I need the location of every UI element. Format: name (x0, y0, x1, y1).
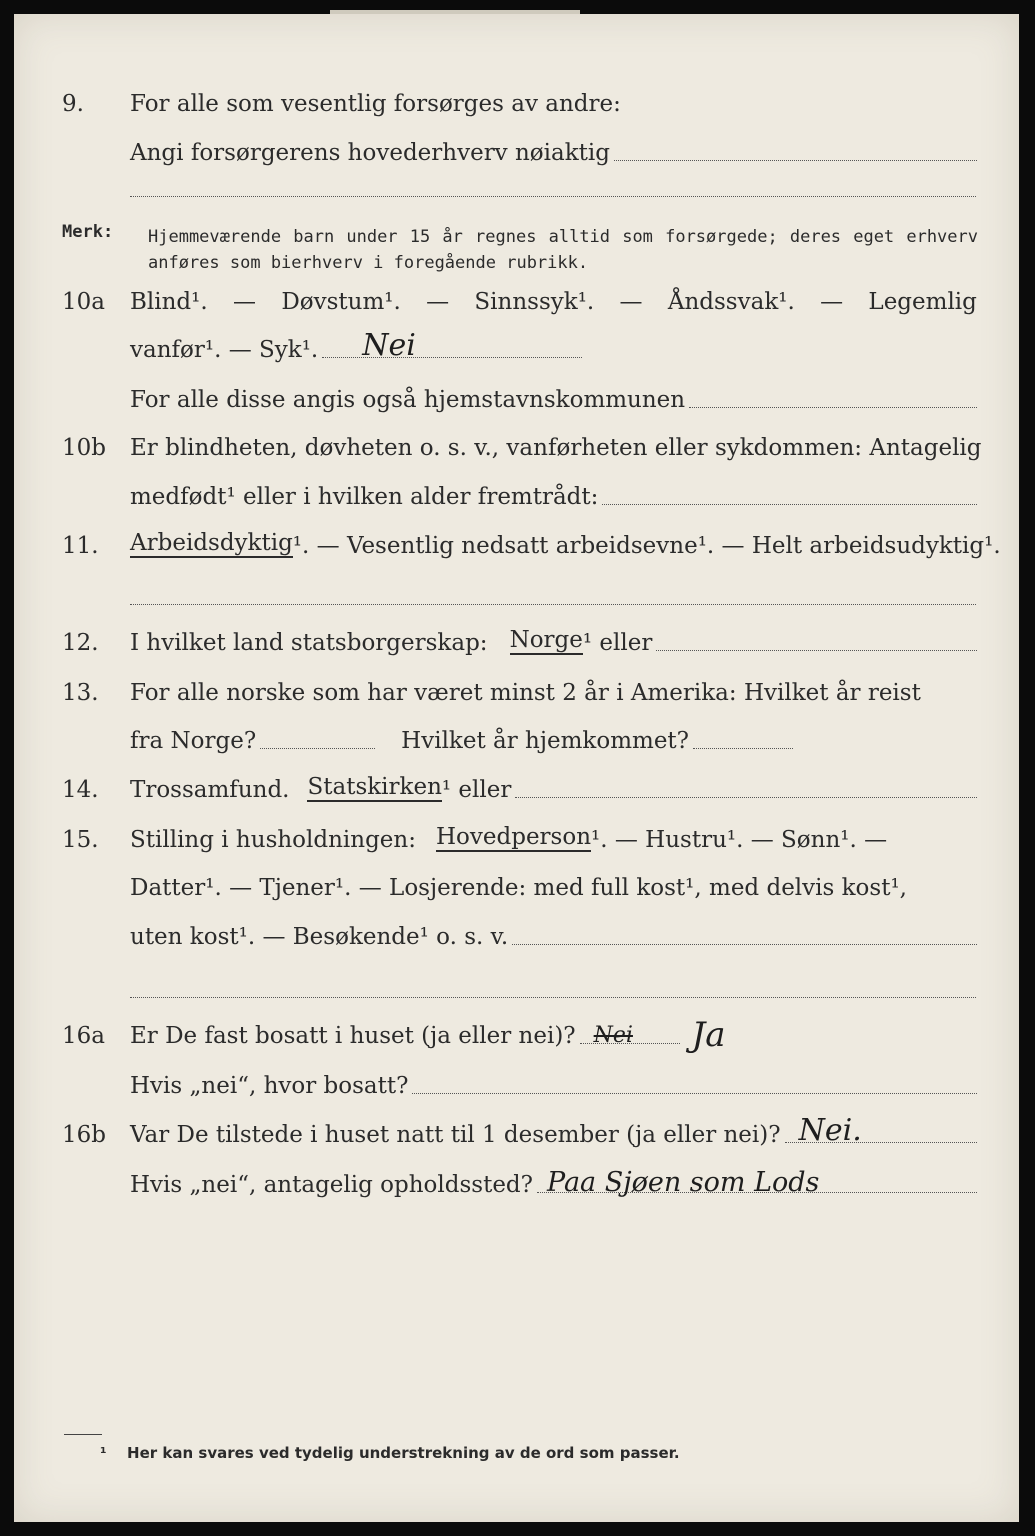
footnote-rule (64, 1434, 102, 1435)
q10a-options (130, 291, 977, 314)
q10a-row-2 (0, 330, 1035, 370)
q10a-row-1 (0, 282, 1035, 322)
q10a-answer-line[interactable] (322, 328, 582, 363)
q13-text-2b: Hvilket år hjemkommet? (401, 728, 690, 754)
q11-row (0, 526, 1035, 566)
q14-pre: Trossamfund. (130, 777, 290, 803)
q9-answer-line[interactable] (614, 160, 977, 161)
footnote-mark: ¹ (100, 1444, 107, 1462)
q15-row-3 (0, 917, 1035, 957)
q10b-row-1 (0, 428, 1035, 468)
q16b-row-2 (0, 1165, 1035, 1205)
q10a-text-2: vanfør¹. — Syk¹. (130, 337, 319, 363)
q10b-text-2: medfødt¹ eller i hvilken alder fremtrådt: (130, 484, 599, 510)
q15-number: 15. (62, 827, 99, 853)
q11-number: 11. (62, 533, 99, 559)
q13-hjemkommet-line[interactable] (693, 748, 793, 749)
q14-number: 14. (62, 777, 99, 803)
q10a-hjemstavn-line[interactable] (689, 407, 977, 408)
opt-legemlig[interactable]: Legemlig (868, 289, 977, 315)
q10a-row-3 (0, 380, 1035, 420)
q16a-bosatt-line[interactable] (412, 1093, 977, 1094)
q14-answer-line[interactable] (515, 797, 977, 798)
q9-text-1: For alle som vesentlig forsørges av andre: (130, 91, 621, 117)
q15-row-2 (0, 868, 1035, 908)
q10a-handwritten-answer: Nei (362, 328, 416, 363)
opt-blind[interactable]: Blind¹. (130, 289, 208, 315)
q16b-text-2: Hvis „nei“, antagelig opholdssted? (130, 1172, 533, 1198)
q12-post: ¹ eller (582, 630, 653, 656)
opt-norge[interactable]: Norge (509, 627, 583, 653)
q9-row-2 (0, 133, 1035, 173)
top-edge-mark (330, 10, 580, 14)
q9-row-1 (0, 84, 1035, 124)
q16a-number: 16a (62, 1023, 105, 1049)
q12-pre: I hvilket land statsborgerskap: (130, 630, 488, 656)
q16a-handwritten-answer: Ja (691, 1015, 726, 1055)
q16a-row-2 (0, 1066, 1035, 1106)
q10b-number: 10b (62, 435, 106, 461)
q16a-text-1: Er De fast bosatt i huset (ja eller nei)? (130, 1023, 576, 1049)
q15-row-1 (0, 820, 1035, 860)
opt-statskirken[interactable]: Statskirken (307, 774, 442, 800)
q12-row (0, 623, 1035, 663)
q13-reist-line[interactable] (260, 748, 375, 749)
q16a-text-2: Hvis „nei“, hvor bosatt? (130, 1073, 409, 1099)
q15-pre: Stilling i husholdningen: (130, 827, 416, 853)
q14-post: ¹ eller (441, 777, 512, 803)
opt-sinnssyk[interactable]: Sinnssyk¹. (474, 289, 595, 315)
opt-hovedperson[interactable]: Hovedperson (435, 824, 592, 850)
q13-text-1: For alle norske som har været minst 2 år i Amerika: Hvilket år reist (130, 680, 921, 706)
q16b-row-1 (0, 1115, 1035, 1155)
q16b-handwritten-answer-2: Paa Sjøen som Lods (546, 1167, 820, 1198)
q11-rest: ¹. — Vesentlig nedsatt arbeidsevne¹. — Helt arbeidsudyktig¹. (292, 533, 1001, 559)
q15-answer-line-2[interactable] (130, 997, 976, 998)
q10b-row-2 (0, 477, 1035, 517)
q16a-row-1 (0, 1016, 1035, 1056)
dash: — (619, 289, 643, 315)
dash: — (233, 289, 256, 315)
q12-number: 12. (62, 630, 99, 656)
q15-rest1: ¹. — Hustru¹. — Sønn¹. — (591, 827, 888, 853)
q14-row (0, 770, 1035, 810)
q13-number: 13. (62, 680, 99, 706)
q9-text-2: Angi forsørgerens hovederhverv nøiaktig (130, 140, 610, 166)
q15-answer-line[interactable] (512, 944, 977, 945)
q10b-answer-line[interactable] (602, 504, 977, 505)
q15-text-3: uten kost¹. — Besøkende¹ o. s. v. (130, 924, 509, 950)
merk-label: Merk: (62, 222, 114, 242)
q10a-text-3: For alle disse angis også hjemstavnskommunen (130, 387, 686, 413)
q12-answer-line[interactable] (656, 650, 977, 651)
q11-answer-line[interactable] (130, 604, 976, 605)
opt-dovstum[interactable]: Døvstum¹. (281, 289, 401, 315)
dash: — (426, 289, 450, 315)
q10a-number: 10a (62, 289, 105, 315)
merk-text: Hjemmeværende barn under 15 år regnes alltid som forsørgede; deres eget erhverv anføres som bierhverv i foregående rubrikk. (148, 227, 978, 273)
q13-row-1 (0, 673, 1035, 713)
q15-text-2: Datter¹. — Tjener¹. — Losjerende: med full kost¹, med delvis kost¹, (130, 875, 907, 901)
q13-row-2 (0, 721, 1035, 761)
q16b-handwritten-answer-1: Nei. (798, 1113, 862, 1148)
q10b-text-1: Er blindheten, døvheten o. s. v., vanførheten eller sykdommen: Antagelig (130, 435, 982, 461)
q9-answer-line-2[interactable] (130, 196, 976, 197)
q16a-answer-line[interactable] (580, 1023, 680, 1048)
q16b-number: 16b (62, 1122, 106, 1148)
footnote (100, 1444, 680, 1462)
q16b-answer-line-1[interactable] (785, 1113, 977, 1148)
q16b-text-1: Var De tilstede i huset natt til 1 desember (ja eller nei)? (130, 1122, 781, 1148)
q13-text-2a: fra Norge? (130, 728, 257, 754)
q16b-answer-line-2[interactable] (537, 1167, 977, 1198)
q9-number: 9. (62, 91, 84, 117)
opt-andssvak[interactable]: Åndssvak¹. (667, 289, 795, 315)
dash: — (820, 289, 844, 315)
footnote-text: Her kan svares ved tydelig understrekning av de ord som passer. (127, 1444, 680, 1462)
opt-arbeidsdyktig[interactable]: Arbeidsdyktig (130, 530, 293, 556)
q16a-struck-answer: Nei (593, 1023, 633, 1048)
